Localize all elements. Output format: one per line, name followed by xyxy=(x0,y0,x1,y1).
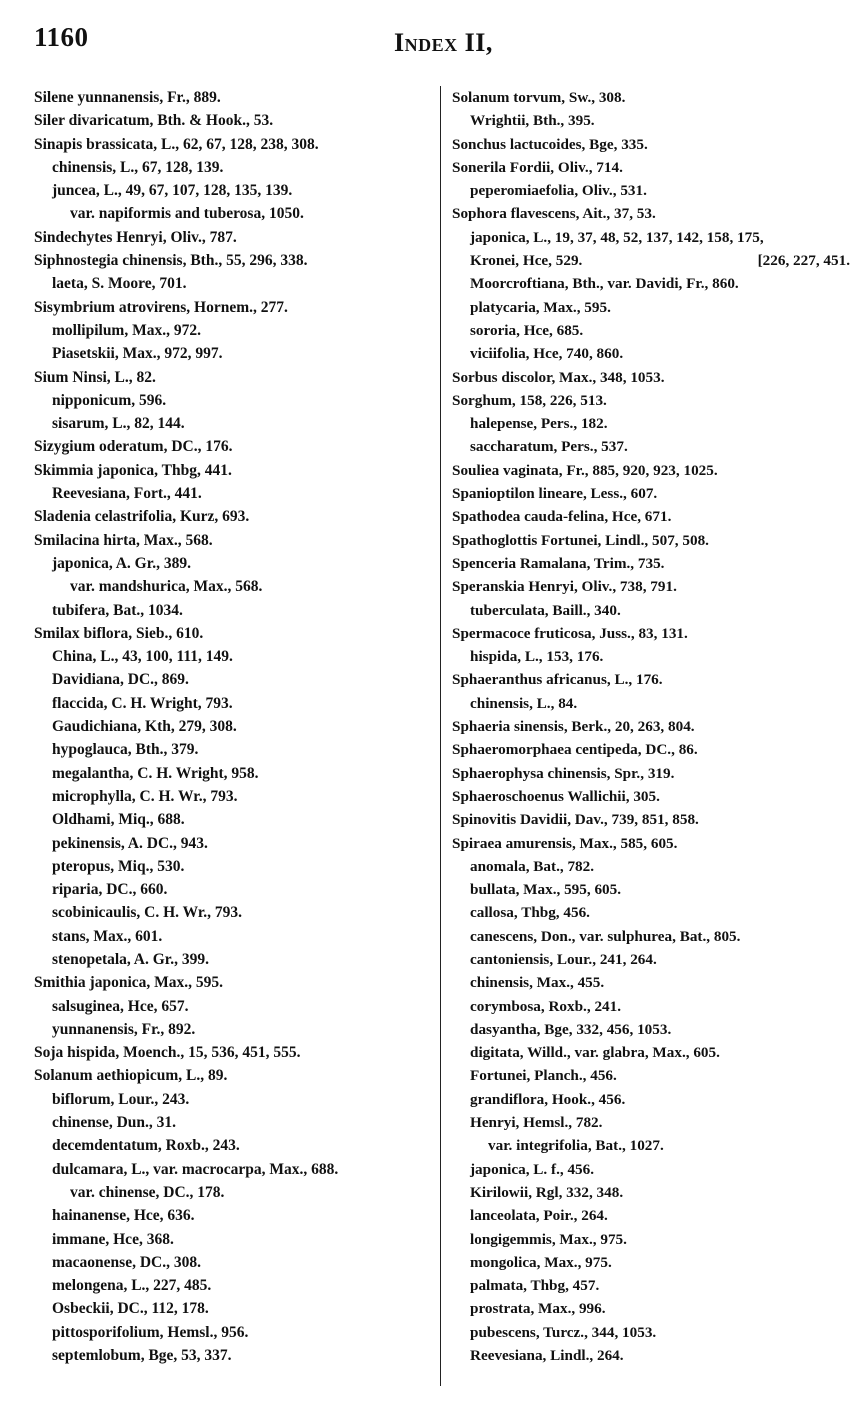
index-subentry xyxy=(34,272,430,295)
index-entry-text: japonica, A. Gr., 389. xyxy=(52,554,191,572)
index-entry-text: Reevesiana, Lindl., 264. xyxy=(470,1347,624,1365)
index-entry-text: Wrightii, Bth., 395. xyxy=(470,112,595,130)
index-entry xyxy=(34,1041,430,1064)
index-entry xyxy=(452,529,850,552)
index-subentry xyxy=(452,1274,850,1297)
index-entry-text: japonica, L., 19, 37, 48, 52, 137, 142, 158, 175, xyxy=(470,228,764,246)
index-entry xyxy=(452,762,850,785)
index-entry-text: hainanense, Hce, 636. xyxy=(52,1207,195,1225)
index-entry-text: Solanum torvum, Sw., 308. xyxy=(452,89,626,106)
index-entry-text: Fortunei, Planch., 456. xyxy=(470,1067,617,1085)
index-entry-text: lanceolata, Poir., 264. xyxy=(470,1207,608,1225)
index-entry-text: China, L., 43, 100, 111, 149. xyxy=(52,648,233,666)
index-entry-text: Siphnostegia chinensis, Bth., 55, 296, 338. xyxy=(34,252,308,270)
index-subentry xyxy=(34,948,430,971)
index-entry-text: Sphaeranthus africanus, L., 176. xyxy=(452,671,663,689)
index-entry xyxy=(452,808,850,831)
index-entry xyxy=(34,971,430,994)
index-entry-text: Oldhami, Miq., 688. xyxy=(52,811,185,829)
index-subentry xyxy=(452,272,850,295)
index-entry-text: Smithia japonica, Max., 595. xyxy=(34,974,224,992)
index-subentry xyxy=(452,435,850,458)
index-subentry xyxy=(452,342,850,365)
index-subentry xyxy=(452,319,850,342)
index-entry xyxy=(34,529,430,552)
index-entry xyxy=(452,622,850,645)
index-column-left xyxy=(34,86,430,1367)
index-entry-text: Davidiana, DC., 869. xyxy=(52,671,189,689)
index-entry-text: Sisymbrium atrovirens, Hornem., 277. xyxy=(34,298,288,316)
index-entry-text: saccharatum, Pers., 537. xyxy=(470,438,628,456)
index-subentry xyxy=(34,785,430,808)
index-subentry xyxy=(34,1134,430,1157)
index-entry xyxy=(34,505,430,528)
index-subentry xyxy=(34,738,430,761)
index-entry-text: longigemmis, Max., 975. xyxy=(470,1230,627,1248)
index-entry-text: Henryi, Hemsl., 782. xyxy=(470,1114,603,1132)
index-entry-text: peperomiaefolia, Oliv., 531. xyxy=(470,182,647,200)
index-entry-text: tubifera, Bat., 1034. xyxy=(52,601,183,619)
index-entry-text: grandiflora, Hook., 456. xyxy=(470,1090,626,1108)
index-entry-text: canescens, Don., var. sulphurea, Bat., 805. xyxy=(470,927,741,945)
index-subentry xyxy=(34,1274,430,1297)
index-entry xyxy=(452,738,850,761)
index-entry-text: juncea, L., 49, 67, 107, 128, 135, 139. xyxy=(52,182,293,200)
index-entry-text: Gaudichiana, Kth, 279, 308. xyxy=(52,718,237,736)
index-entry-text: microphylla, C. H. Wr., 793. xyxy=(52,787,238,805)
index-entry-text: Solanum aethiopicum, L., 89. xyxy=(34,1067,228,1085)
index-subentry xyxy=(452,925,850,948)
index-entry xyxy=(34,366,430,389)
index-entry-text: cantoniensis, Lour., 241, 264. xyxy=(470,950,657,968)
index-entry-text: Sphaeromorphaea centipeda, DC., 86. xyxy=(452,741,698,759)
index-subentry xyxy=(452,1158,850,1181)
index-subentry xyxy=(452,1111,850,1134)
index-subentry xyxy=(452,109,850,132)
index-subentry xyxy=(34,482,430,505)
index-entry-text: pteropus, Miq., 530. xyxy=(52,857,185,875)
index-entry xyxy=(34,459,430,482)
index-entry-text: Sorghum, 158, 226, 513. xyxy=(452,391,607,409)
index-entry-text: bullata, Max., 595, 605. xyxy=(470,881,622,899)
index-subentry xyxy=(34,1018,430,1041)
index-column-right xyxy=(452,86,850,1367)
index-entry-text: Sinapis brassicata, L., 62, 67, 128, 238, 308. xyxy=(34,135,319,153)
index-subentry xyxy=(452,599,850,622)
index-entry-continuation: [226, 227, 451. xyxy=(757,252,850,270)
index-entry-text: sisarum, L., 82, 144. xyxy=(52,415,185,433)
index-entry xyxy=(452,482,850,505)
index-entry-text: Sium Ninsi, L., 82. xyxy=(34,368,156,386)
index-entry-text: Reevesiana, Fort., 441. xyxy=(52,485,202,503)
index-entry-text: Silene yunnanensis, Fr., 889. xyxy=(34,89,221,106)
index-subentry xyxy=(452,1088,850,1111)
index-subentry xyxy=(452,645,850,668)
index-subentry xyxy=(34,1251,430,1274)
index-entry-text: Sorbus discolor, Max., 348, 1053. xyxy=(452,368,665,386)
index-entry-text: melongena, L., 227, 485. xyxy=(52,1277,212,1295)
index-entry xyxy=(34,133,430,156)
index-entry-text: megalantha, C. H. Wright, 958. xyxy=(52,764,259,782)
index-subentry xyxy=(34,1181,430,1204)
index-subentry xyxy=(34,901,430,924)
index-entry xyxy=(452,575,850,598)
index-entry-text: flaccida, C. H. Wright, 793. xyxy=(52,694,233,712)
index-subentry xyxy=(452,901,850,924)
index-subentry xyxy=(452,1064,850,1087)
index-entry-text: var. chinense, DC., 178. xyxy=(70,1183,225,1201)
index-entry-text: Osbeckii, DC., 112, 178. xyxy=(52,1300,209,1318)
index-entry-text: hypoglauca, Bth., 379. xyxy=(52,741,199,759)
index-entry xyxy=(34,1064,430,1087)
index-subentry xyxy=(34,855,430,878)
index-entry-text: Spiraea amurensis, Max., 585, 605. xyxy=(452,834,678,852)
index-entry-text: Sonchus lactucoides, Bge, 335. xyxy=(452,135,648,153)
index-entry-text: anomala, Bat., 782. xyxy=(470,857,595,875)
index-entry-text: Spenceria Ramalana, Trim., 735. xyxy=(452,554,665,572)
index-entry-text: Speranskia Henryi, Oliv., 738, 791. xyxy=(452,578,677,596)
index-entry-text: Sladenia celastrifolia, Kurz, 693. xyxy=(34,508,250,526)
index-entry-text: Soja hispida, Moench., 15, 536, 451, 555. xyxy=(34,1044,301,1062)
index-entry-text: japonica, L. f., 456. xyxy=(470,1160,595,1178)
index-subentry xyxy=(34,575,430,598)
index-subentry xyxy=(452,855,850,878)
index-subentry xyxy=(452,878,850,901)
index-entry-text: Spathoglottis Fortunei, Lindl., 507, 508. xyxy=(452,531,709,549)
index-entry-text: Sphaeria sinensis, Berk., 20, 263, 804. xyxy=(452,718,695,736)
index-subentry xyxy=(34,995,430,1018)
index-subentry xyxy=(452,1228,850,1251)
index-entry xyxy=(34,249,430,272)
index-subentry xyxy=(452,226,850,249)
index-subentry xyxy=(34,1111,430,1134)
index-entry-text: sororia, Hce, 685. xyxy=(470,321,584,339)
index-entry-text: corymbosa, Roxb., 241. xyxy=(470,997,622,1015)
index-subentry xyxy=(34,1344,430,1367)
index-entry-text: var. integrifolia, Bat., 1027. xyxy=(488,1137,664,1155)
index-subentry xyxy=(452,1251,850,1274)
index-subentry xyxy=(452,296,850,319)
index-entry xyxy=(452,785,850,808)
index-entry xyxy=(34,109,430,132)
index-entry xyxy=(452,552,850,575)
index-subentry xyxy=(34,202,430,225)
index-entry-text: viciifolia, Hce, 740, 860. xyxy=(470,345,624,363)
index-entry-text: macaonense, DC., 308. xyxy=(52,1253,201,1271)
index-entry xyxy=(452,202,850,225)
index-entry-text: stenopetala, A. Gr., 399. xyxy=(52,950,210,968)
index-subentry xyxy=(34,925,430,948)
index-entry-text: prostrata, Max., 996. xyxy=(470,1300,606,1318)
index-entry-text: dulcamara, L., var. macrocarpa, Max., 688. xyxy=(52,1160,339,1178)
index-entry xyxy=(452,459,850,482)
index-entry-text: chinensis, Max., 455. xyxy=(470,974,605,992)
index-subentry xyxy=(34,1204,430,1227)
index-entry-text: Piasetskii, Max., 972, 997. xyxy=(52,345,223,363)
index-entry-text: chinensis, L., 84. xyxy=(470,694,578,712)
index-subentry xyxy=(34,878,430,901)
index-entry-text: pekinensis, A. DC., 943. xyxy=(52,834,208,852)
index-entry-text: Sphaeroschoenus Wallichii, 305. xyxy=(452,787,660,805)
index-subentry xyxy=(34,1228,430,1251)
index-subentry xyxy=(34,668,430,691)
index-entry-text: Sphaerophysa chinensis, Spr., 319. xyxy=(452,764,675,782)
index-entry-text: var. mandshurica, Max., 568. xyxy=(70,578,263,596)
index-subentry xyxy=(452,995,850,1018)
index-entry-text: mollipilum, Max., 972. xyxy=(52,321,201,339)
index-entry-text: Souliea vaginata, Fr., 885, 920, 923, 1025. xyxy=(452,461,718,479)
index-entry xyxy=(452,668,850,691)
index-entry-text: Moorcroftiana, Bth., var. Davidi, Fr., 860. xyxy=(470,275,739,293)
column-divider xyxy=(440,86,441,1386)
index-subentry xyxy=(34,342,430,365)
index-entry-text: Sophora flavescens, Ait., 37, 53. xyxy=(452,205,656,223)
index-subentry xyxy=(452,1321,850,1344)
index-subentry xyxy=(452,1297,850,1320)
index-entry-text: Sizygium oderatum, DC., 176. xyxy=(34,438,233,456)
index-entry xyxy=(452,366,850,389)
index-subentry xyxy=(34,599,430,622)
index-entry-text: Kronei, Hce, 529. xyxy=(470,252,583,270)
index-entry-text: riparia, DC., 660. xyxy=(52,881,168,899)
index-subentry xyxy=(34,692,430,715)
index-subentry xyxy=(34,808,430,831)
index-entry-text: Spanioptilon lineare, Less., 607. xyxy=(452,485,658,503)
index-entry-text: laeta, S. Moore, 701. xyxy=(52,275,187,293)
index-entry xyxy=(34,296,430,319)
index-entry-text: platycaria, Max., 595. xyxy=(470,298,611,316)
index-subentry xyxy=(34,715,430,738)
index-subentry xyxy=(34,1297,430,1320)
index-subentry xyxy=(34,412,430,435)
index-entry-text: septemlobum, Bge, 53, 337. xyxy=(52,1347,232,1365)
index-entry-text: tuberculata, Baill., 340. xyxy=(470,601,621,619)
index-subentry xyxy=(452,1344,850,1367)
index-entry-text: scobinicaulis, C. H. Wr., 793. xyxy=(52,904,243,922)
index-subentry xyxy=(34,179,430,202)
index-entry-text: Sindechytes Henryi, Oliv., 787. xyxy=(34,228,237,246)
index-subentry xyxy=(34,762,430,785)
index-subentry xyxy=(452,412,850,435)
index-subentry xyxy=(452,971,850,994)
index-entry-text: Smilacina hirta, Max., 568. xyxy=(34,531,213,549)
index-subentry xyxy=(452,692,850,715)
index-entry-text: palmata, Thbg, 457. xyxy=(470,1277,600,1295)
index-entry-text: hispida, L., 153, 176. xyxy=(470,648,604,666)
index-entry-text: Skimmia japonica, Thbg, 441. xyxy=(34,461,232,479)
index-entry-text: stans, Max., 601. xyxy=(52,927,163,945)
index-entry xyxy=(34,622,430,645)
index-entry-text: yunnanensis, Fr., 892. xyxy=(52,1020,196,1038)
index-entry-text: pubescens, Turcz., 344, 1053. xyxy=(470,1323,657,1341)
index-entry xyxy=(452,156,850,179)
index-entry xyxy=(34,86,430,109)
index-entry-text: immane, Hce, 368. xyxy=(52,1230,174,1248)
index-entry-text: Sonerila Fordii, Oliv., 714. xyxy=(452,158,623,176)
index-entry xyxy=(452,832,850,855)
index-subentry xyxy=(452,1181,850,1204)
index-entry-text: Spermacoce fruticosa, Juss., 83, 131. xyxy=(452,624,688,642)
index-subentry xyxy=(34,1321,430,1344)
index-subentry xyxy=(34,319,430,342)
index-entry-text: mongolica, Max., 975. xyxy=(470,1253,612,1271)
index-entry xyxy=(452,133,850,156)
index-entry xyxy=(34,226,430,249)
index-entry-text: halepense, Pers., 182. xyxy=(470,415,608,433)
index-entry xyxy=(452,715,850,738)
index-subentry xyxy=(34,389,430,412)
index-entry-text: Spinovitis Davidii, Dav., 739, 851, 858. xyxy=(452,811,699,829)
index-subentry xyxy=(452,1204,850,1227)
index-subentry xyxy=(34,645,430,668)
index-subentry xyxy=(34,1158,430,1181)
index-entry-text: Spathodea cauda-felina, Hce, 671. xyxy=(452,508,672,526)
index-entry-text: dasyantha, Bge, 332, 456, 1053. xyxy=(470,1020,672,1038)
index-entry-text: chinensis, L., 67, 128, 139. xyxy=(52,158,224,176)
index-entry-text: biflorum, Lour., 243. xyxy=(52,1090,190,1108)
index-entry-text: digitata, Willd., var. glabra, Max., 605. xyxy=(470,1044,720,1062)
index-entry xyxy=(452,389,850,412)
index-entry-text: pittosporifolium, Hemsl., 956. xyxy=(52,1323,249,1341)
index-entry xyxy=(34,435,430,458)
index-subentry xyxy=(452,179,850,202)
index-entry-text: var. napiformis and tuberosa, 1050. xyxy=(70,205,304,223)
index-subentry xyxy=(452,1018,850,1041)
index-entry-text: Smilax biflora, Sieb., 610. xyxy=(34,624,204,642)
index-entry-text: Kirilowii, Rgl, 332, 348. xyxy=(470,1183,624,1201)
index-entry xyxy=(452,505,850,528)
index-entry-text: Siler divaricatum, Bth. & Hook., 53. xyxy=(34,112,274,130)
index-entry-text: callosa, Thbg, 456. xyxy=(470,904,590,922)
running-head: Index II, xyxy=(394,28,493,57)
index-subentry xyxy=(34,1088,430,1111)
index-subentry xyxy=(452,1134,850,1157)
index-subentry xyxy=(34,552,430,575)
page-number: 1160 xyxy=(34,22,89,52)
index-entry-text: decemdentatum, Roxb., 243. xyxy=(52,1137,240,1155)
index-subentry xyxy=(34,832,430,855)
index-entry-text: salsuginea, Hce, 657. xyxy=(52,997,189,1015)
index-entry-text: chinense, Dun., 31. xyxy=(52,1114,177,1132)
index-entry-text: nipponicum, 596. xyxy=(52,391,167,409)
index-subentry xyxy=(452,1041,850,1064)
index-subentry xyxy=(452,249,850,272)
index-entry xyxy=(452,86,850,109)
index-subentry xyxy=(452,948,850,971)
index-subentry xyxy=(34,156,430,179)
